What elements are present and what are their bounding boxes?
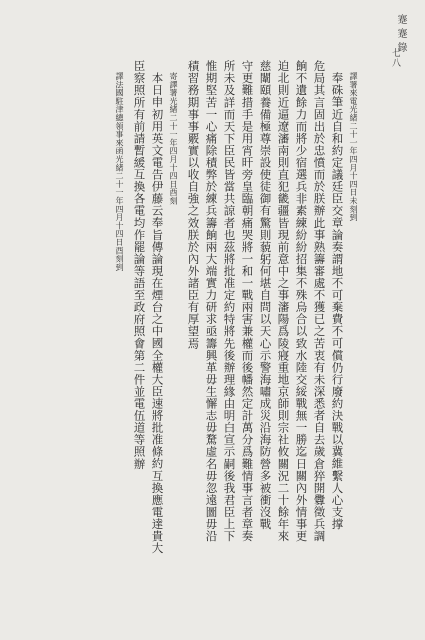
text-column: 所未及詳而天下臣民皆當共諒者也茲將批准定約特將先後辦理緣由明白宣示嗣後我君臣上下 (222, 60, 237, 542)
book-title: 蹇蹇錄 (395, 14, 406, 56)
text-column: 慈闈頤養備極尊崇設使徒御有驚則藐躬何堪自問以天心示警海嘯成災沿海防營多被衝沒戰 (258, 60, 273, 530)
text-column: 惟期堅苦一心痛除積弊於練兵籌餉兩大端實力研求亟籌興革毋生懈志毋騖虛名毋忽遠圖毋沿 (204, 60, 219, 542)
text-column: 餉不遺餘力而將少宿選兵非素練紛紛招集不殊烏合以致水陸交綏戰無一勝迄日關內外情事更 (294, 60, 309, 542)
telegram-heading: 譯署來電光緒二十一年四月十四日未刻到 (349, 72, 358, 222)
text-column: 奉硃筆近自和約定議廷臣交章論奏謂地不可棄費不可償仍行廢約決戰以冀維繫人心支撑 (330, 72, 345, 530)
telegram-heading: 譯法國駐津總領事來函光緒二十一年四月十四日酉刻到 (115, 72, 124, 272)
text-column: 本日申初用英文電告伊藤云奉旨傳論現在煙台之中國全權大臣速將批准條約互換應電達貴大 (150, 72, 165, 554)
text-column: 臣察照所有前請暫緩互換各電均作罷論等語至政府照會第二件並電伍道等照辦 (132, 60, 147, 470)
telegram-heading: 寄譯署光緒二十一年四月十四日酉刻 (169, 72, 178, 205)
text-column: 危局其言固出於忠憤而於朕辦此事熟籌審處不獲已之苦衷有未深悉者自去歲倉猝開釁徵兵調 (312, 60, 327, 542)
page-number: 七八 (390, 48, 400, 68)
text-column: 守更難措手是用宵旰旁皇臨朝痛哭將一和一戰兩害兼權而後幡然定計萬分爲難情事言者章奏 (240, 60, 255, 542)
text-column: 積習務期事事覈實以收自強之效朕於內外諸臣有厚望焉 (186, 60, 201, 350)
text-column: 迫北則近逼遼瀋南則直犯畿疆皆現前意中之事瀋陽爲陵寢重地京師則宗社攸關況二十餘年來 (276, 60, 291, 542)
